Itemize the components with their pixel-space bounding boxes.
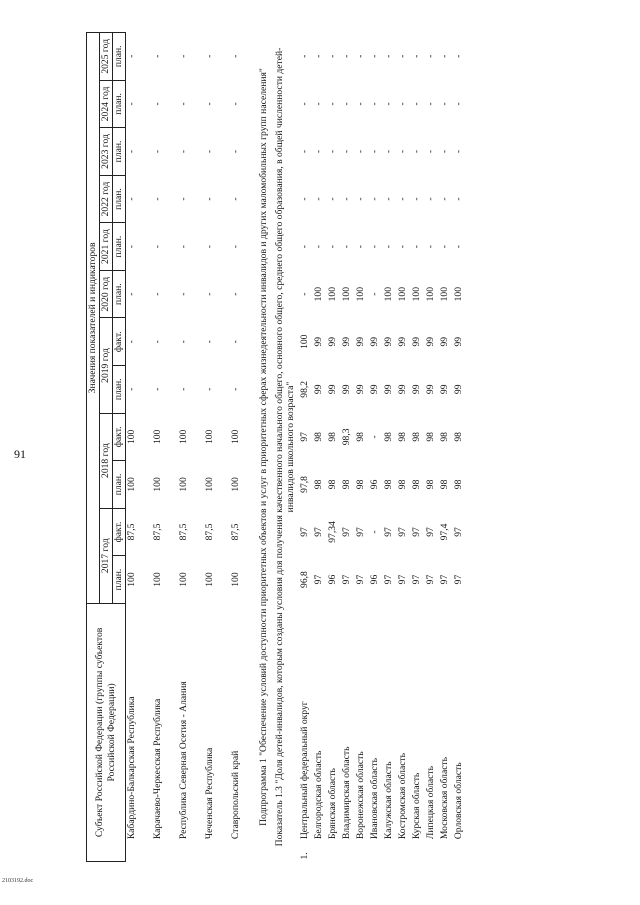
plan-header: план. [113,223,126,271]
value-cell: 97 [438,574,450,585]
row-number [397,841,411,861]
value-cell: 98 [340,479,352,490]
value-cell: - [452,54,464,58]
value-cell: - [368,197,380,201]
value-cell: - [326,197,338,201]
value-cell: 100 [204,477,215,492]
value-cell: 96,8 [298,571,310,588]
value-cell: - [382,102,394,106]
value-cell: - [340,54,352,58]
value-cell: 100 [230,429,241,445]
value-cell: - [424,245,436,249]
plan-header: план. [113,128,126,176]
value-cell: - [410,102,422,106]
value-cell: 96 [326,574,338,585]
value-cell: 97 [340,574,352,585]
value-cell: - [354,54,366,58]
value-cell: - [410,245,422,249]
year-header: 2024 год [100,80,113,128]
value-cell: - [298,292,310,296]
year-header: 2025 год [100,33,113,81]
subject-name: Чеченская Республика [204,747,215,840]
value-cell: 98 [396,432,408,442]
value-cell: 100 [396,286,408,302]
row-number [369,841,383,861]
fact-header: факт. [113,413,126,461]
year-header: 2020 год [100,270,113,318]
value-cell: - [312,149,324,154]
value-cell: 100 [152,429,163,445]
value-cell: - [438,102,450,106]
plan-header: план. [113,556,126,604]
value-cell: - [230,387,241,391]
value-cell: - [152,102,163,106]
value-cell: 97 [298,527,310,537]
value-cell: - [452,149,464,154]
value-cell: 99 [326,384,338,395]
value-cell: - [126,102,137,106]
year-header: 2022 год [100,175,113,223]
year-header: 2018 год [100,413,113,508]
value-cell: 98 [326,432,338,442]
value-cell: 97 [424,574,436,585]
value-cell: 98 [438,432,450,442]
value-cell: 87,5 [230,523,241,541]
value-cell: - [368,435,380,439]
value-cell: - [438,54,450,58]
value-cell: - [354,245,366,249]
value-cell: 97,4 [438,523,450,541]
subject-name: Курская область [410,772,422,840]
value-cell: 96 [368,574,380,585]
subject-name: Республика Северная Осетия - Алания [178,681,189,840]
value-cell: - [152,54,163,58]
value-cell: 100 [178,477,189,492]
value-cell: - [354,102,366,106]
subject-name: Липецкая область [424,766,436,840]
year-header: 2021 год [100,223,113,271]
value-cell: - [126,245,137,249]
value-cell: - [382,149,394,154]
value-cell: 87,5 [204,523,215,541]
value-cell: 87,5 [152,523,163,541]
value-cell: - [368,149,380,154]
value-cell: 100 [312,286,324,302]
year-header: 2019 год [100,318,113,413]
value-cell: 99 [326,336,338,347]
value-cell: 97,34 [326,521,338,543]
value-cell: 100 [354,286,366,302]
table-row [355,33,369,862]
value-cell: - [312,54,324,58]
subject-name: Центральный федеральный округ [298,701,310,840]
value-cell: - [178,197,189,201]
year-header: 2023 год [100,128,113,176]
value-cell: 97 [410,574,422,585]
value-cell: - [204,197,215,201]
value-cell: - [396,102,408,106]
value-cell: - [126,149,137,154]
row-number [383,841,397,861]
value-cell: 98 [452,432,464,442]
subject-name: Брянская область [326,768,338,840]
row-number [178,841,204,861]
values-title-header: Значения показателей и индикаторов [87,33,100,604]
value-cell: - [368,292,380,296]
value-cell: 100 [126,477,137,492]
plan-header: план. [113,366,126,414]
value-cell: 99 [340,384,352,395]
table-row [327,33,341,862]
value-cell: - [126,340,137,344]
value-cell: - [312,245,324,249]
value-cell: 97 [396,574,408,585]
value-cell: 97 [452,574,464,585]
value-cell: 99 [452,384,464,395]
subject-name: Костромская область [396,752,408,840]
value-cell: 100 [452,286,464,302]
value-cell: 98 [382,432,394,442]
value-cell: - [152,387,163,391]
table-row [313,33,327,862]
row-number: 1. [298,852,310,860]
value-cell: - [204,340,215,344]
table-row [439,33,453,862]
rows-group-a [126,33,257,862]
value-cell: - [230,54,241,58]
value-cell: - [298,245,310,249]
table-row [383,33,397,862]
value-cell: - [312,102,324,106]
value-cell: 98 [382,479,394,490]
value-cell: - [410,149,422,154]
value-cell: - [438,197,450,201]
value-cell: 100 [326,286,338,302]
value-cell: 87,5 [178,523,189,541]
value-cell: 100 [410,286,422,302]
table-row [299,33,313,862]
value-cell: 100 [230,477,241,492]
value-cell: 99 [410,384,422,395]
value-cell: - [230,292,241,296]
value-cell: 100 [152,572,163,587]
value-cell: - [178,387,189,391]
value-cell: 98 [326,479,338,490]
table-row [204,33,230,862]
value-cell: 98 [312,479,324,490]
subject-name: Карачаево-Черкесская Республика [152,698,163,840]
value-cell: - [178,292,189,296]
value-cell: 99 [312,336,324,347]
value-cell: 100 [230,572,241,587]
value-cell: 99 [396,336,408,347]
subject-name: Воронежская область [354,751,366,840]
value-cell: 99 [438,384,450,395]
value-cell: - [178,102,189,106]
value-cell: 99 [368,384,380,395]
subject-name: Ивановская область [368,757,380,840]
value-cell: 97 [354,527,366,537]
value-cell: - [298,197,310,201]
value-cell: 98 [452,479,464,490]
value-cell: - [396,149,408,154]
value-cell: - [354,197,366,201]
value-cell: 99 [382,336,394,347]
value-cell: - [152,292,163,296]
row-number [425,841,439,861]
value-cell: - [152,197,163,201]
value-cell: 98,2 [298,380,310,398]
value-cell: 97 [312,527,324,537]
value-cell: - [178,340,189,344]
value-cell: - [368,54,380,58]
value-cell: - [152,245,163,249]
value-cell: 97 [312,574,324,585]
value-cell: 100 [204,429,215,445]
subject-name: Белгородская область [312,750,324,840]
value-cell: 99 [382,384,394,395]
value-cell: - [382,245,394,249]
plan-header: план. [113,270,126,318]
value-cell: - [298,102,310,106]
table-row [126,33,153,862]
value-cell: 99 [312,384,324,395]
row-number [453,841,467,861]
value-cell: 97 [354,574,366,585]
value-cell: 99 [424,336,436,347]
value-cell: 100 [152,477,163,492]
value-cell: 97 [410,527,422,537]
row-number [341,841,355,861]
value-cell: - [298,54,310,58]
value-cell: 99 [340,336,352,347]
value-cell: - [152,340,163,344]
value-cell: 97 [382,527,394,537]
table-row [397,33,411,862]
value-cell: 98 [410,432,422,442]
value-cell: - [424,54,436,58]
value-cell: 98 [354,432,366,442]
row-number [152,841,178,861]
value-cell: 99 [354,384,366,395]
value-cell: - [204,54,215,58]
value-cell: - [326,102,338,106]
subject-name: Ставропольский край [230,750,241,840]
value-cell: - [204,292,215,296]
fact-header: факт. [113,318,126,366]
value-cell: - [126,54,137,58]
value-cell: - [230,340,241,344]
rotated-table-page [86,32,640,862]
subject-name: Калужская область [382,761,394,840]
value-cell: 100 [340,286,352,302]
value-cell: 98 [438,479,450,490]
value-cell: - [410,197,422,201]
row-number [411,841,425,861]
value-cell: 97 [452,527,464,537]
value-cell: 98 [396,479,408,490]
value-cell: - [396,54,408,58]
indicator-title: Показатель 1.3 "Доля детей-инвалидов, которым созданы условия для получения качественного начального общего, основного общего, среднего общего образования, в общей численности детей-инвалидов школьного возраста" [273,47,296,847]
table-row [341,33,355,862]
value-cell: - [424,197,436,201]
value-cell: - [424,149,436,154]
value-cell: - [230,197,241,201]
value-cell: 100 [438,286,450,302]
row-number [355,841,369,861]
row-number [204,841,230,861]
value-cell: 100 [178,572,189,587]
value-cell: 99 [424,384,436,395]
row-number [327,841,341,861]
value-cell: - [204,149,215,154]
value-cell: 97 [298,432,310,442]
value-cell: 100 [178,429,189,445]
value-cell: - [368,102,380,106]
rows-group-b [299,33,467,862]
table-header [87,33,126,862]
value-cell: - [452,102,464,106]
value-cell: - [178,245,189,249]
value-cell: - [340,149,352,154]
value-cell: 97 [340,527,352,537]
year-header: 2017 год [100,508,113,603]
value-cell: 100 [298,334,310,349]
value-cell: - [178,54,189,58]
section-headers [256,33,299,862]
value-cell: - [326,245,338,249]
value-cell: 97,8 [298,476,310,493]
plan-header: план. [113,33,126,81]
plan-header: план. [113,175,126,223]
fact-header: факт. [113,508,126,556]
value-cell: - [452,245,464,249]
table-row [178,33,204,862]
value-cell: - [204,102,215,106]
row-number [126,841,153,861]
value-cell: 99 [396,384,408,395]
value-cell: - [396,245,408,249]
value-cell: 99 [410,336,422,347]
value-cell: - [298,149,310,154]
value-cell: - [178,149,189,154]
value-cell: - [204,245,215,249]
value-cell: 100 [126,429,137,445]
value-cell: 97 [396,527,408,537]
value-cell: - [382,54,394,58]
value-cell: - [452,197,464,201]
plan-header: план. [113,80,126,128]
table-row [152,33,178,862]
subject-name: Московская область [438,756,450,840]
value-cell: 96 [368,479,380,490]
value-cell: - [126,387,137,391]
value-cell: - [354,149,366,154]
value-cell: - [312,197,324,201]
value-cell: - [126,197,137,201]
subject-header: Субъект Российской Федерации (группы субъектов Российской Федерации) [87,603,126,861]
value-cell: 97 [424,527,436,537]
subject-name: Владимирская область [340,746,352,840]
value-cell: 99 [438,336,450,347]
value-cell: - [424,102,436,106]
value-cell: 98 [424,432,436,442]
value-cell: - [382,197,394,201]
value-cell: - [230,149,241,154]
value-cell: - [340,245,352,249]
value-cell: - [368,530,380,534]
value-cell: 99 [354,336,366,347]
value-cell: - [368,245,380,249]
value-cell: - [396,197,408,201]
value-cell: - [438,245,450,249]
value-cell: - [438,149,450,154]
value-cell: 87,5 [126,523,137,541]
row-number [313,841,327,861]
subject-name: Орловская область [452,762,464,840]
plan-header: план. [113,461,126,509]
value-cell: - [326,149,338,154]
table-row [453,33,467,862]
value-cell: 98 [312,432,324,442]
table-row [425,33,439,862]
value-cell: 98 [410,479,422,490]
value-cell: 99 [368,336,380,347]
value-cell: - [204,387,215,391]
indicators-table [86,32,467,862]
row-number [230,841,256,861]
value-cell: 100 [126,572,137,587]
value-cell: 98,3 [340,428,352,446]
subject-name: Кабардино-Балкарская Республика [126,696,137,840]
table-row [369,33,383,862]
value-cell: 100 [424,286,436,302]
value-cell: 99 [452,336,464,347]
page-number: 91 [14,447,26,461]
table-row [230,33,256,862]
subprogram-title: Подпрограмма 1 "Обеспечение условий доступности приоритетных объектов и услуг в приоритетных сферах жизнедеятельности инвалидов и других маломобильных групп населения" [258,68,269,826]
value-cell: - [340,197,352,201]
value-cell: - [340,102,352,106]
value-cell: - [326,54,338,58]
table-row [411,33,425,862]
value-cell: - [152,149,163,154]
document-code: 2103192.doc [2,878,34,884]
value-cell: 97 [382,574,394,585]
value-cell: 100 [204,572,215,587]
value-cell: 100 [382,286,394,302]
value-cell: 98 [354,479,366,490]
value-cell: - [230,102,241,106]
row-number [439,841,453,861]
value-cell: 98 [424,479,436,490]
value-cell: - [410,54,422,58]
value-cell: - [126,292,137,296]
value-cell: - [230,245,241,249]
